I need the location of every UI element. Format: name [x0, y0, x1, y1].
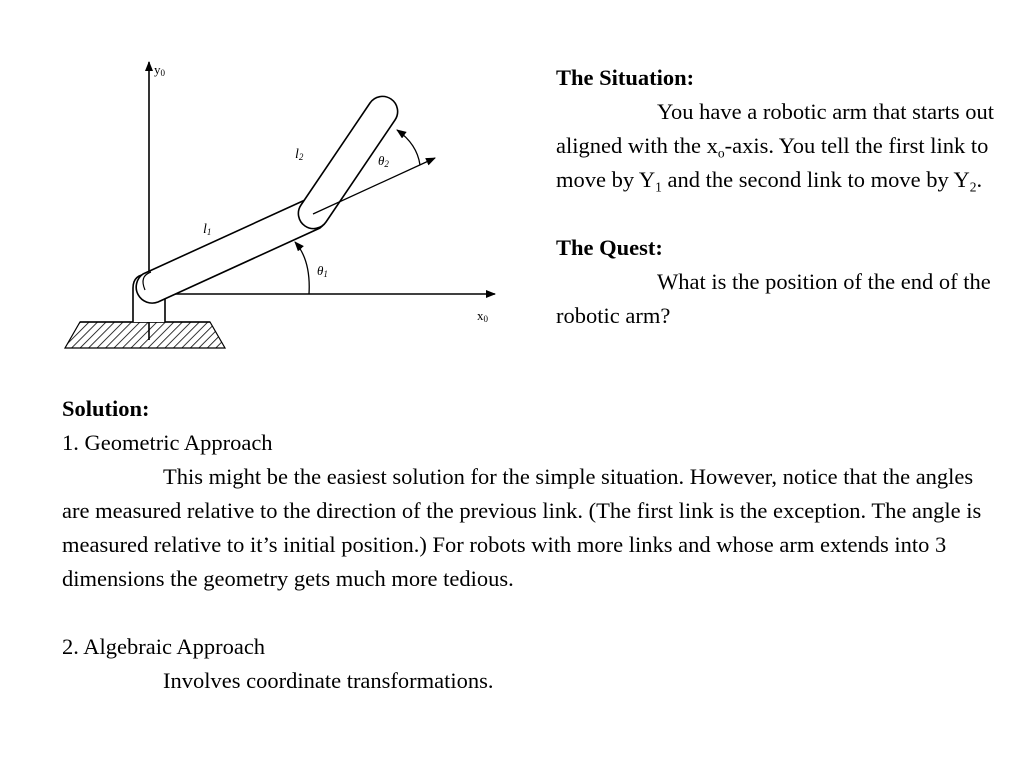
robot-arm-figure [55, 50, 515, 370]
situation-panel [556, 61, 996, 333]
solution-heading: Solution: [62, 396, 150, 421]
robot-arm-diagram [55, 50, 515, 370]
theta-2-arc [397, 130, 420, 165]
algebraic-approach-title: 2. Algebraic Approach [62, 634, 266, 659]
solution-section [62, 392, 992, 698]
quest-text: What is the position of the end of the robotic arm? [556, 269, 991, 328]
geometric-approach-title: 1. Geometric Approach [62, 430, 273, 455]
ground-base [65, 322, 225, 348]
quest-block [556, 231, 996, 333]
theta-1-arc [295, 242, 309, 294]
theta-1-label: θ1 [317, 263, 328, 279]
algebraic-approach-text: Involves coordinate transformations. [163, 668, 494, 693]
link-1-label: l1 [203, 222, 212, 237]
situation-text: You have a robotic arm that starts out aligned with the $x_o$-axis. You tell the first link to move by $Y_1$ and the second link to move by $Y_2$. [556, 99, 995, 195]
x-axis-label: x0 [477, 308, 488, 324]
situation-heading: The Situation: [556, 65, 695, 90]
link-2-label: l2 [295, 147, 304, 162]
geometric-approach-text: This might be the easiest solution for the simple situation. However, notice that the angles are measured relative to the direction of the previous link. (The first link is the exception. The angle is measured relative to it’s initial position.) For robots with more links and whose arm extends into 3 dimensions the geometry gets much more tedious. [62, 464, 982, 591]
y-axis-label: y0 [154, 62, 165, 78]
theta-2-label: θ2 [378, 153, 389, 169]
quest-heading: The Quest: [556, 235, 663, 260]
